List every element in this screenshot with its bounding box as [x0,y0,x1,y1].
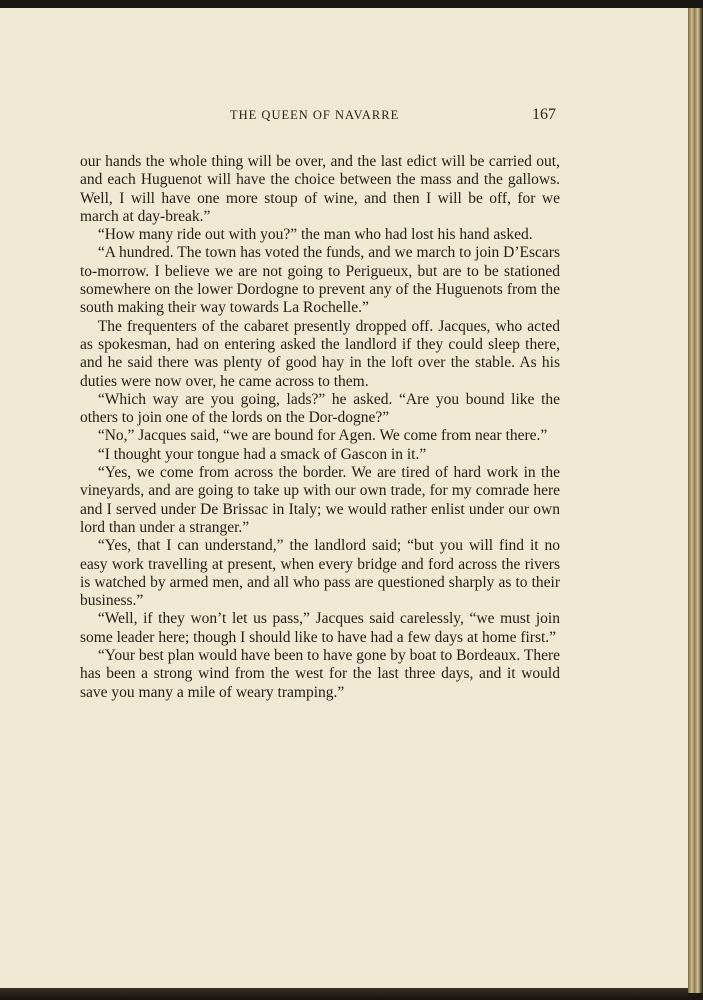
paragraph: “Yes, that I can understand,” the landlord said; “but you will find it no easy work travelling at present, when every bridge and ford across the rivers is watched by armed men, and all who pass are questioned sharply as to their business.” [80,537,560,610]
paragraph: “No,” Jacques said, “we are bound for Agen. We come from near there.” [97,427,548,445]
page-bottom-edge [0,988,688,1000]
running-title: THE QUEEN OF NAVARRE [230,108,400,122]
paragraph: “Yes, we come from across the border. We are tired of hard work in the vineyards, and are going to take up with our own trade, for my comrade here and I served under De Brissac in Italy; we would rather enlist under our own lord than under a stranger.” [80,464,560,536]
running-head [0,106,688,128]
paragraph: “A hundred. The town has voted the funds, and we march to join D’Escars to-morrow. I believe we are not going to Perigueux, but are to be stationed somewhere on the lower Dordogne to prevent any of the Huguenots from the south making their way towards La Rochelle.” [80,244,560,317]
body-text [80,153,560,702]
book-gutter-edge [688,8,703,993]
paragraph: our hands the whole thing will be over, and the last edict will be carried out, and each Huguenot will have the choice between the mass and the gallows. Well, I will have one more stoup of wine, and then I will be off, for we march at day-break.” [80,153,560,225]
paragraph: “Which way are you going, lads?” he asked. “Are you bound like the others to join one of the lords on the Dor-dogne?” [80,390,560,427]
book-page [0,8,688,988]
paragraph: The frequenters of the cabaret presently dropped off. Jacques, who acted as spokesman, had on entering asked the landlord if they could sleep there, and he said there was plenty of good hay in the loft over the stable. As his duties were now over, he came across to them. [80,317,560,390]
page-number: 167 [532,106,556,123]
paragraph: “Your best plan would have been to have gone by boat to Bordeaux. There has been a strong wind from the west for the last three days, and it would save you many a mile of weary tramping.” [80,647,560,701]
paragraph: “I thought your tongue had a smack of Gascon in it.” [97,445,427,463]
paragraph: “Well, if they won’t let us pass,” Jacques said carelessly, “we must join some leader here; though I should like to have had a few days at home first.” [80,610,560,646]
paragraph: “How many ride out with you?” the man who had lost his hand asked. [97,226,533,244]
